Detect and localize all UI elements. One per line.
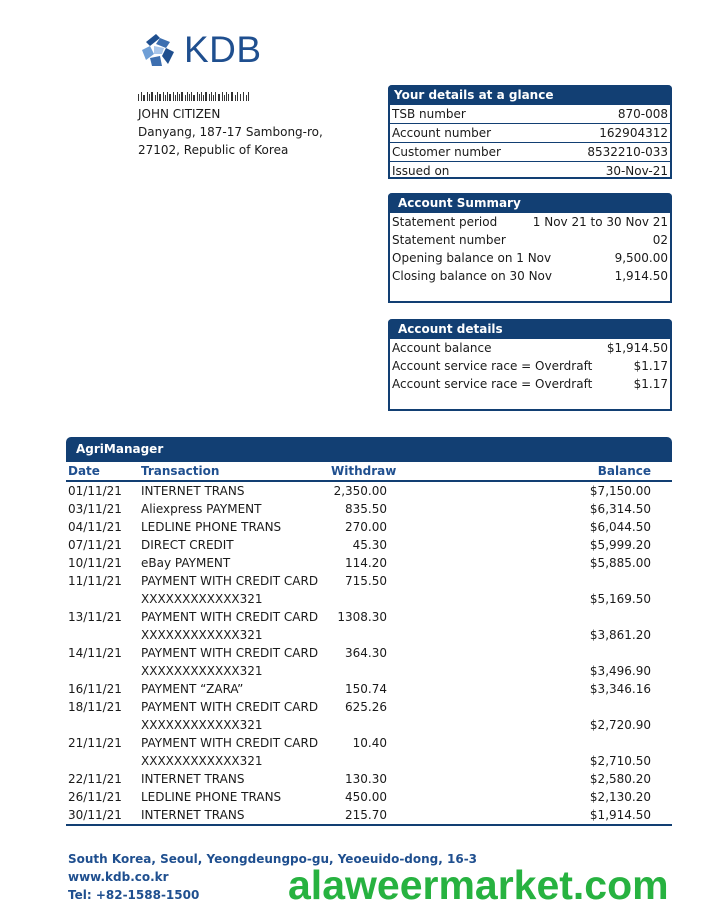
date-cell: 21/11/21	[68, 736, 122, 750]
balance-cell: $5,999.20	[589, 538, 651, 552]
footer-phone: Tel: +82-1588-1500	[68, 888, 200, 902]
address-line-2: 27102, Republic of Korea	[138, 143, 289, 157]
account-summary-panel	[388, 193, 672, 303]
balance-cell: $2,720.90	[589, 718, 651, 732]
table-row	[66, 500, 672, 518]
withdraw-cell: 364.30	[345, 646, 387, 660]
glance-row	[390, 105, 670, 124]
transaction-cell: PAYMENT WITH CREDIT CARD	[141, 574, 319, 588]
withdraw-cell: 114.20	[345, 556, 387, 570]
details-at-a-glance-panel	[388, 85, 672, 179]
glance-row	[390, 143, 670, 162]
account-number-value: 162904312	[599, 126, 668, 140]
balance-cell: $5,885.00	[589, 556, 651, 570]
service-rate-value: $1.17	[633, 359, 668, 373]
table-row	[66, 788, 672, 806]
statement-period-label: Statement period	[392, 215, 498, 229]
glance-row	[390, 162, 670, 180]
date-cell: 16/11/21	[68, 682, 122, 696]
account-balance-value: $1,914.50	[606, 341, 668, 355]
table-row	[66, 644, 672, 662]
card-number-cell: XXXXXXXXXXXX321	[141, 754, 263, 768]
date-cell: 11/11/21	[68, 574, 122, 588]
balance-cell: $6,314.50	[589, 502, 651, 516]
withdraw-cell: 150.74	[345, 682, 387, 696]
date-cell: 10/11/21	[68, 556, 122, 570]
service-rate-label: Account service race = Overdraft	[392, 359, 593, 373]
date-cell: 22/11/21	[68, 772, 122, 786]
opening-balance-value: 9,500.00	[614, 251, 668, 265]
table-bottom-rule	[66, 824, 672, 826]
customer-number-value: 8532210-033	[587, 145, 668, 159]
glance-title: Your details at a glance	[388, 85, 672, 105]
card-number-cell: XXXXXXXXXXXX321	[141, 592, 263, 606]
summary-row	[390, 213, 670, 231]
balance-cell: $3,861.20	[589, 628, 651, 642]
tsb-number-value: 870-008	[617, 107, 668, 121]
withdraw-cell: 625.26	[345, 700, 387, 714]
summary-row	[390, 231, 670, 249]
withdraw-cell: 2,350.00	[333, 484, 387, 498]
table-row-continuation	[66, 626, 672, 644]
table-row-continuation	[66, 662, 672, 680]
details-row	[390, 339, 670, 357]
details-row	[390, 357, 670, 375]
withdraw-cell: 835.50	[345, 502, 387, 516]
table-row	[66, 698, 672, 716]
balance-header: Balance	[597, 464, 651, 478]
issued-on-label: Issued on	[392, 164, 450, 178]
withdraw-cell: 130.30	[345, 772, 387, 786]
date-cell: 13/11/21	[68, 610, 122, 624]
balance-cell: $5,169.50	[589, 592, 651, 606]
table-row-continuation	[66, 716, 672, 734]
statement-number-value: 02	[652, 233, 668, 247]
closing-balance-value: 1,914.50	[614, 269, 668, 283]
withdraw-cell: 45.30	[352, 538, 387, 552]
transaction-cell: PAYMENT WITH CREDIT CARD	[141, 736, 319, 750]
transactions-table	[66, 437, 672, 826]
date-cell: 03/11/21	[68, 502, 122, 516]
table-row	[66, 572, 672, 590]
tsb-number-label: TSB number	[392, 107, 466, 121]
kdb-logo-icon	[138, 30, 178, 70]
table-row	[66, 608, 672, 626]
glance-row	[390, 124, 670, 143]
transaction-cell: PAYMENT WITH CREDIT CARD	[141, 610, 319, 624]
transaction-cell: PAYMENT “ZARA”	[141, 682, 244, 696]
transaction-cell: INTERNET TRANS	[141, 772, 245, 786]
transaction-cell: INTERNET TRANS	[141, 808, 245, 822]
statement-number-label: Statement number	[392, 233, 506, 247]
transaction-cell: LEDLINE PHONE TRANS	[141, 790, 282, 804]
card-number-cell: XXXXXXXXXXXX321	[141, 718, 263, 732]
table-row	[66, 680, 672, 698]
transaction-cell: DIRECT CREDIT	[141, 538, 234, 552]
withdraw-cell: 215.70	[345, 808, 387, 822]
summary-title: Account Summary	[388, 193, 672, 213]
table-row	[66, 770, 672, 788]
date-header: Date	[68, 464, 100, 478]
balance-cell: $2,130.20	[589, 790, 651, 804]
transaction-cell: PAYMENT WITH CREDIT CARD	[141, 700, 319, 714]
customer-number-label: Customer number	[392, 145, 501, 159]
withdraw-cell: 10.40	[352, 736, 387, 750]
balance-cell: $6,044.50	[589, 520, 651, 534]
table-row	[66, 734, 672, 752]
table-body	[66, 482, 672, 824]
date-cell: 07/11/21	[68, 538, 122, 552]
brand-name: KDB	[184, 29, 262, 70]
footer-address: South Korea, Seoul, Yeongdeungpo-gu, Yeoeuido-dong, 16-3	[68, 852, 478, 866]
date-cell: 26/11/21	[68, 790, 122, 804]
details-row	[390, 375, 670, 393]
service-rate-label: Account service race = Overdraft	[392, 377, 593, 391]
table-row	[66, 482, 672, 500]
account-balance-label: Account balance	[392, 341, 492, 355]
date-cell: 01/11/21	[68, 484, 122, 498]
table-row	[66, 554, 672, 572]
details-title: Account details	[388, 319, 672, 339]
date-cell: 18/11/21	[68, 700, 122, 714]
balance-cell: $2,710.50	[589, 754, 651, 768]
withdraw-cell: 270.00	[345, 520, 387, 534]
date-cell: 30/11/21	[68, 808, 122, 822]
table-header	[66, 462, 672, 482]
table-row-continuation	[66, 590, 672, 608]
transaction-cell: Aliexpress PAYMENT	[141, 502, 262, 516]
balance-cell: $1,914.50	[589, 808, 651, 822]
account-number-label: Account number	[392, 126, 492, 140]
transaction-cell: eBay PAYMENT	[141, 556, 231, 570]
withdraw-header: Withdraw	[331, 464, 397, 478]
transaction-cell: PAYMENT WITH CREDIT CARD	[141, 646, 319, 660]
table-row	[66, 806, 672, 824]
watermark: alaweermarket.com	[288, 862, 669, 908]
withdraw-cell: 450.00	[345, 790, 387, 804]
balance-cell: $7,150.00	[589, 484, 651, 498]
summary-row	[390, 249, 670, 267]
card-number-cell: XXXXXXXXXXXX321	[141, 664, 263, 678]
transactions-title: AgriManager	[66, 437, 672, 462]
opening-balance-label: Opening balance on 1 Nov	[392, 251, 552, 265]
summary-row	[390, 267, 670, 285]
table-row	[66, 518, 672, 536]
table-row-continuation	[66, 752, 672, 770]
transaction-header: Transaction	[141, 464, 220, 478]
customer-address	[138, 105, 323, 159]
address-line-1: Danyang, 187-17 Sambong-ro,	[138, 125, 323, 139]
customer-name: JOHN CITIZEN	[138, 107, 221, 121]
transaction-cell: INTERNET TRANS	[141, 484, 245, 498]
balance-cell: $3,496.90	[589, 664, 651, 678]
table-row	[66, 536, 672, 554]
closing-balance-label: Closing balance on 30 Nov	[392, 269, 553, 283]
date-cell: 04/11/21	[68, 520, 122, 534]
withdraw-cell: 715.50	[345, 574, 387, 588]
bank-logo	[138, 28, 288, 72]
withdraw-cell: 1308.30	[337, 610, 387, 624]
statement-period-value: 1 Nov 21 to 30 Nov 21	[532, 215, 668, 229]
barcode	[138, 92, 250, 102]
balance-cell: $2,580.20	[589, 772, 651, 786]
card-number-cell: XXXXXXXXXXXX321	[141, 628, 263, 642]
transaction-cell: LEDLINE PHONE TRANS	[141, 520, 282, 534]
account-details-panel	[388, 319, 672, 411]
issued-on-value: 30-Nov-21	[605, 164, 668, 178]
service-rate-value: $1.17	[633, 377, 668, 391]
balance-cell: $3,346.16	[589, 682, 651, 696]
footer-website[interactable]: www.kdb.co.kr	[68, 870, 169, 884]
date-cell: 14/11/21	[68, 646, 122, 660]
